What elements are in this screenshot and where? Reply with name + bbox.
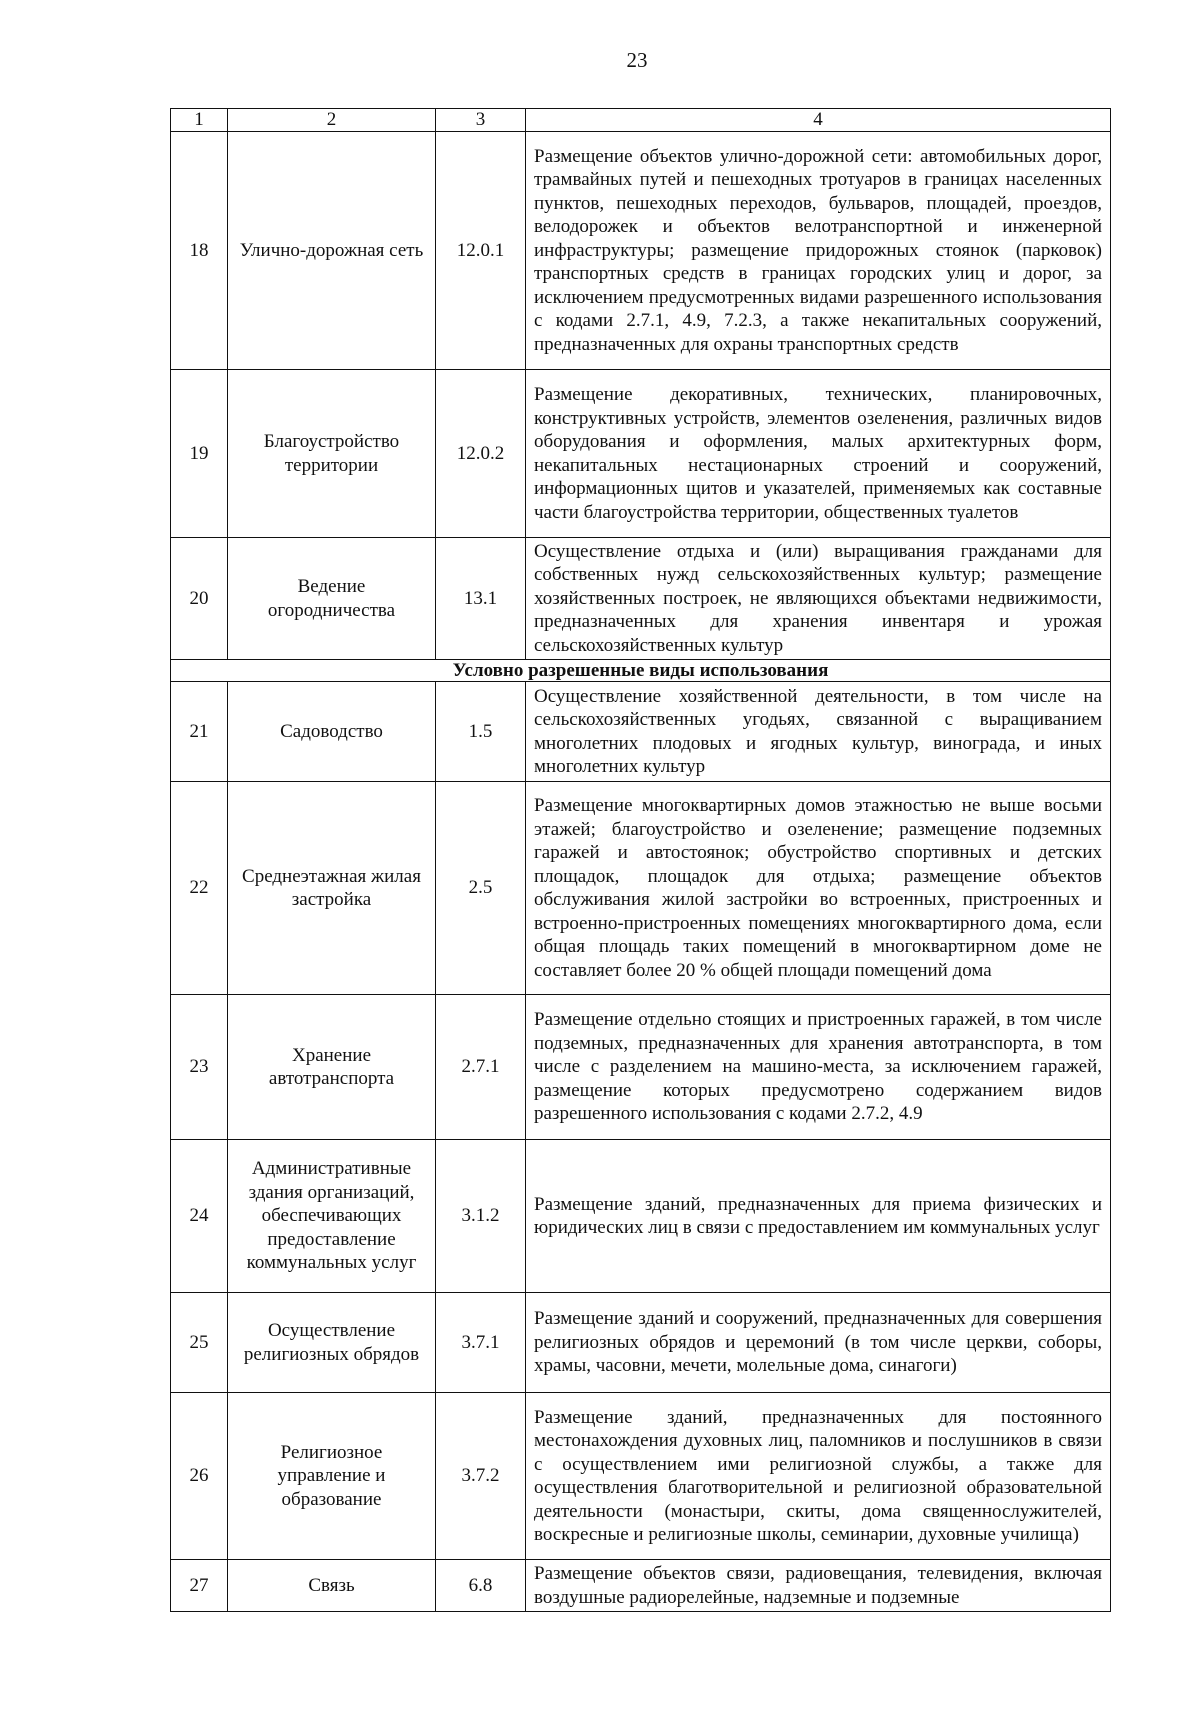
table-row	[171, 682, 1111, 782]
use-description: Размещение зданий и сооружений, предназначенных для совершения религиозных обрядов и церемоний (в том числе церкви, соборы, храмы, часовни, мечети, молельные дома, синагоги)	[526, 1293, 1111, 1393]
use-name: Садоводство	[228, 682, 436, 782]
use-name: Связь	[228, 1560, 436, 1612]
row-number: 25	[171, 1293, 228, 1393]
section-title: Условно разрешенные виды использования	[171, 660, 1111, 682]
row-number: 23	[171, 995, 228, 1140]
header-col-2: 2	[228, 109, 436, 132]
use-description: Размещение объектов улично-дорожной сети: автомобильных дорог, трамвайных путей и пешеходных тротуаров в границах населенных пунктов, пешеходных переходов, бульваров, площадей, проездов, велодорожек и объектов велотранспортной и инженерной инфраструктуры; размещение придорожных стоянок (парковок) транспортных средств в границах городских улиц и дорог, за исключением предусмотренных видами разрешенного использования с кодами 2.7.1, 4.9, 7.2.3, а также некапитальных сооружений, предназначенных для охраны транспортных средств	[526, 132, 1111, 370]
use-description: Размещение зданий, предназначенных для постоянного местонахождения духовных лиц, паломников и послушников в связи с осуществлением ими религиозной службы, а также для осуществления благотворительной и религиозной образовательной деятельности (монастыри, скиты, дома священнослужителей, воскресные и религиозные школы, семинарии, духовные училища)	[526, 1393, 1111, 1560]
use-code: 3.7.1	[436, 1293, 526, 1393]
section-row	[171, 660, 1111, 682]
use-description: Осуществление отдыха и (или) выращивания гражданами для собственных нужд сельскохозяйственных культур; размещение хозяйственных построек, не являющихся объектами недвижимости, предназначенных для хранения инвентаря и урожая сельскохозяйственных культур	[526, 538, 1111, 660]
row-number: 26	[171, 1393, 228, 1560]
use-description: Осуществление хозяйственной деятельности, в том числе на сельскохозяйственных угодьях, связанной с выращиванием многолетних плодовых и ягодных культур, винограда, и иных многолетних культур	[526, 682, 1111, 782]
use-name: Благоустройство территории	[228, 370, 436, 538]
table-row	[171, 1140, 1111, 1293]
use-description: Размещение декоративных, технических, планировочных, конструктивных устройств, элементов озеленения, различных видов оборудования и оформления, малых архитектурных форм, некапитальных нестационарных строений и сооружений, информационных щитов и указателей, применяемых как составные части благоустройства территории, общественных туалетов	[526, 370, 1111, 538]
use-code: 1.5	[436, 682, 526, 782]
use-code: 2.5	[436, 782, 526, 995]
use-description: Размещение многоквартирных домов этажностью не выше восьми этажей; благоустройство и озеленение; размещение подземных гаражей и автостоянок; обустройство спортивных и детских площадок, площадок для отдыха; размещение объектов обслуживания жилой застройки во встроенных, пристроенных и встроенно-пристроенных помещениях многоквартирного дома, если общая площадь таких помещений в многоквартирном доме не составляет более 20 % общей площади помещений дома	[526, 782, 1111, 995]
use-name: Хранение автотранспорта	[228, 995, 436, 1140]
header-col-3: 3	[436, 109, 526, 132]
use-name: Административные здания организаций, обеспечивающих предоставление коммунальных услуг	[228, 1140, 436, 1293]
table-header-row	[171, 109, 1111, 132]
use-name: Религиозное управление и образование	[228, 1393, 436, 1560]
use-description: Размещение отдельно стоящих и пристроенных гаражей, в том числе подземных, предназначенных для хранения автотранспорта, в том числе с разделением на машино-места, за исключением гаражей, размещение которых предусмотрено содержанием видов разрешенного использования с кодами 2.7.2, 4.9	[526, 995, 1111, 1140]
use-description: Размещение зданий, предназначенных для приема физических и юридических лиц в связи с предоставлением им коммунальных услуг	[526, 1140, 1111, 1293]
row-number: 21	[171, 682, 228, 782]
table-row	[171, 1393, 1111, 1560]
table-row	[171, 1293, 1111, 1393]
use-name: Среднеэтажная жилая застройка	[228, 782, 436, 995]
use-code: 12.0.2	[436, 370, 526, 538]
table-row	[171, 1560, 1111, 1612]
row-number: 19	[171, 370, 228, 538]
table-row	[171, 995, 1111, 1140]
use-description: Размещение объектов связи, радиовещания, телевидения, включая воздушные радиорелейные, надземные и подземные	[526, 1560, 1111, 1612]
use-code: 3.1.2	[436, 1140, 526, 1293]
use-code: 6.8	[436, 1560, 526, 1612]
use-name: Ведение огородничества	[228, 538, 436, 660]
row-number: 27	[171, 1560, 228, 1612]
use-code: 2.7.1	[436, 995, 526, 1140]
table-row	[171, 370, 1111, 538]
use-name: Осуществление религиозных обрядов	[228, 1293, 436, 1393]
table-row	[171, 132, 1111, 370]
row-number: 18	[171, 132, 228, 370]
header-col-1: 1	[171, 109, 228, 132]
header-col-4: 4	[526, 109, 1111, 132]
page-number: 23	[626, 48, 648, 72]
row-number: 20	[171, 538, 228, 660]
row-number: 22	[171, 782, 228, 995]
table-row	[171, 782, 1111, 995]
use-name: Улично-дорожная сеть	[228, 132, 436, 370]
land-use-table	[170, 108, 1111, 1612]
use-code: 13.1	[436, 538, 526, 660]
row-number: 24	[171, 1140, 228, 1293]
use-code: 12.0.1	[436, 132, 526, 370]
table-row	[171, 538, 1111, 660]
use-code: 3.7.2	[436, 1393, 526, 1560]
